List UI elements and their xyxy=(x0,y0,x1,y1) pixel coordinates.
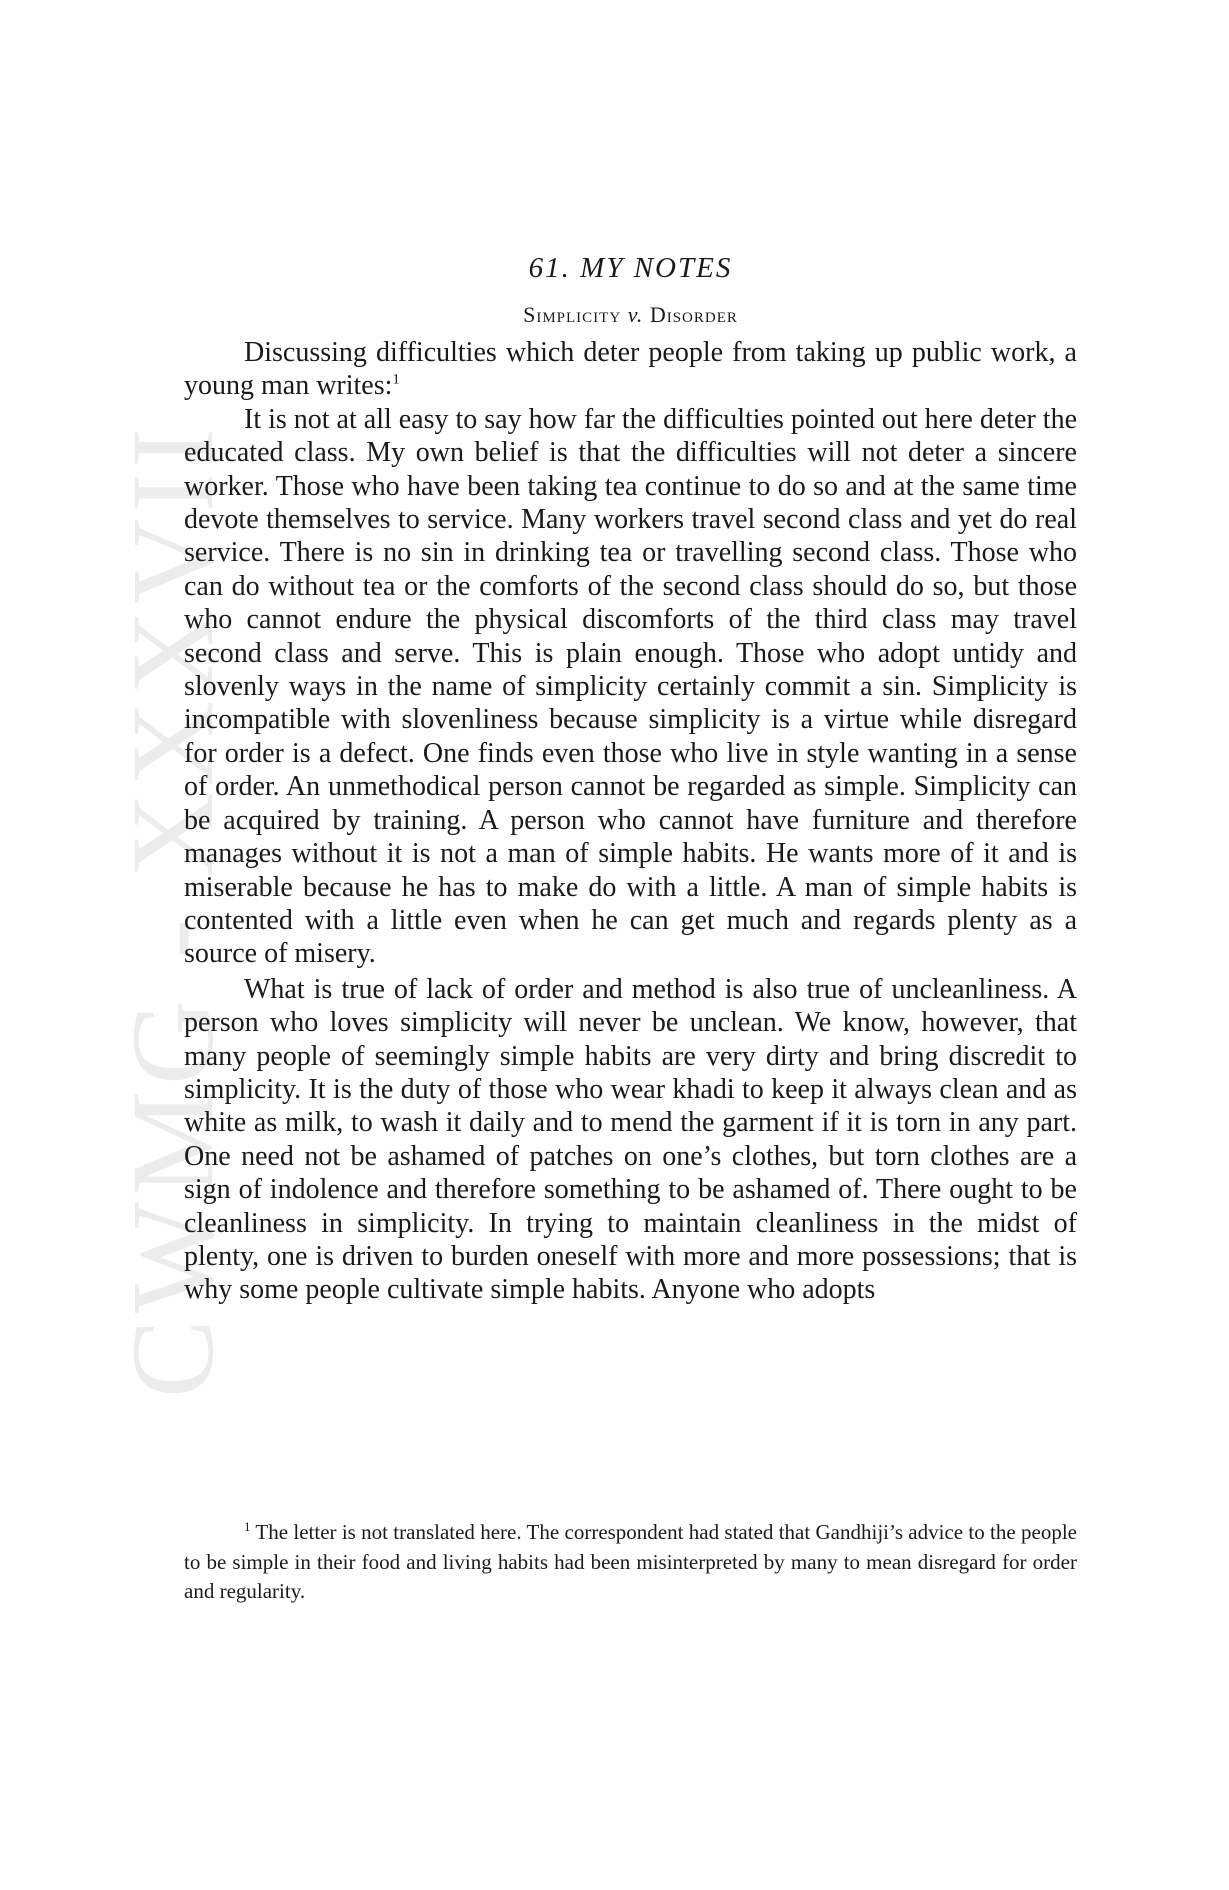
footnote-text: The letter is not translated here. The correspondent had stated that Gandhiji’s advice to the people to be simple in their food and living habits had been misinterpreted by many to mean disregard for order and regularity. xyxy=(184,1520,1077,1603)
body-paragraph-1: It is not at all easy to say how far the difficulties pointed out here deter the educated class. My own belief is that the difficulties will not deter a sincere worker. Those who have been taking tea continue to do so and at the same time devote themselves to service. Many workers travel second class and yet do real service. There is no sin in drinking tea or travelling second class. Those who can do without tea or the comforts of the second class should do so, but those who cannot endure the physical discomforts of the third class may travel second class and serve. This is plain enough. Those who adopt untidy and slovenly ways in the name of simplicity certainly commit a sin. Simplicity is incompatible with slovenliness because simplicity is a virtue while disregard for order is a defect. One finds even those who live in style wanting in a sense of order. An unmethodical person cannot be regarded as simple. Simplicity can be acquired by training. A person who cannot have furniture and therefore manages without it is not a man of simple habits. He wants more of it and is miserable because he has to make do with a little. A man of simple habits is contented with a little even when he can get much and regards plenty as a source of misery. xyxy=(184,403,1078,970)
subtitle-versus: v. xyxy=(627,302,644,327)
subtitle-left: Simplicity xyxy=(523,302,622,327)
footnote xyxy=(184,1518,1077,1607)
article-subtitle xyxy=(184,300,1077,330)
intro-text: Discussing difficulties which deter people from taking up public work, a young man writes: xyxy=(184,337,1077,402)
body-paragraph-2: What is true of lack of order and method is also true of uncleanliness. A person who loves simplicity will never be unclean. We know, however, that many people of seemingly simple habits are very dirty and bring discredit to simplicity. It is the duty of those who wear khadi to keep it always clean and as white as milk, to wash it daily and to mend the garment if it is torn in any part. One need not be ashamed of patches on one’s clothes, but torn clothes are a sign of indolence and therefore something to be ashamed of. There ought to be cleanliness in simplicity. In trying to maintain cleanliness in the midst of plenty, one is driven to burden oneself with more and more possessions; that is why some people cultivate simple habits. Anyone who adopts xyxy=(184,973,1077,1306)
footnote-mark: 1 xyxy=(244,1519,251,1534)
watermark: CWMG - XXXVII xyxy=(107,422,238,1398)
page-body xyxy=(184,250,1077,1307)
footnote-reference: 1 xyxy=(392,372,400,389)
article-title: 61. MY NOTES xyxy=(528,252,733,284)
intro-paragraph xyxy=(184,336,1077,403)
subtitle-right: Disorder xyxy=(649,302,738,327)
